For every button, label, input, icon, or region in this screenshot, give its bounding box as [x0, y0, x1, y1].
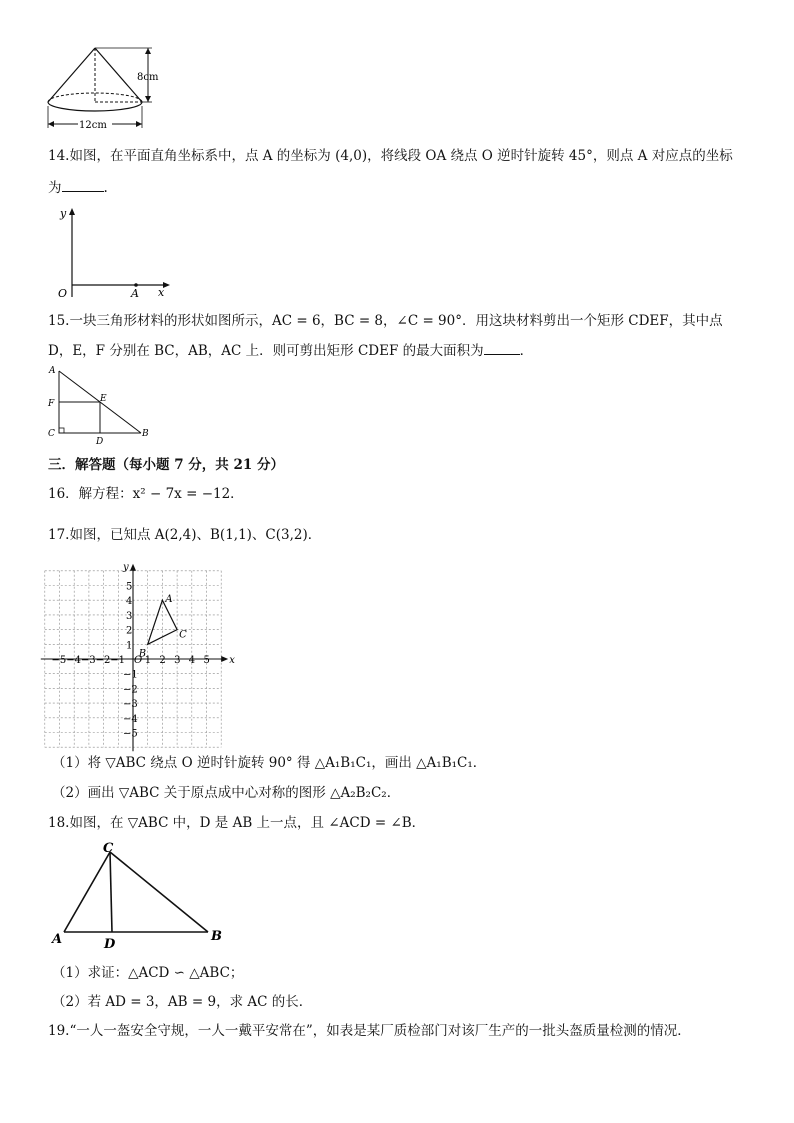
y-tick-label: −4: [123, 713, 138, 725]
y-axis-arrow: [130, 564, 136, 571]
q14-end: .: [103, 180, 108, 196]
y-tick-label: −5: [123, 728, 138, 740]
cone-figure: [40, 42, 180, 132]
q15-label-c: C: [48, 429, 55, 439]
q14-line1: 14.如图，在平面直角坐标系中，点 A 的坐标为 (4,0)，将线段 OA 绕点 O 逆时针旋转 45°，则点 A 对应点的坐标: [48, 148, 733, 164]
q18-label-b: B: [211, 929, 222, 944]
q15-triangle-figure: [45, 365, 165, 445]
q14-axis-x: x: [158, 286, 165, 299]
q15-label-f: F: [48, 399, 55, 409]
q17-grid-figure: [45, 560, 235, 740]
q18-label-a: A: [52, 932, 63, 947]
q15-answer-blank[interactable]: [484, 341, 520, 355]
grid-label-a: A: [165, 594, 173, 606]
x-tick-label: −5: [51, 655, 67, 666]
grid-label-c: C: [179, 629, 187, 641]
y-tick-label: 2: [126, 625, 133, 637]
q19-text: 19.“一人一盔安全守规，一人一戴平安常在”，如表是某厂质检部门对该厂生产的一批头盔质量检测的情况．: [48, 1023, 691, 1039]
x-tick-label: 1: [144, 655, 152, 666]
q14-origin: O: [58, 287, 68, 300]
q15-line2: [48, 341, 533, 360]
x-tick-label: −2: [95, 655, 111, 666]
q15-label-b: B: [142, 429, 149, 439]
x-tick-label: −3: [80, 655, 96, 666]
q18-label-c: C: [103, 841, 114, 856]
y-tick-label: −1: [123, 669, 138, 681]
q14-axes-figure: [48, 205, 178, 300]
x-tick-label: −4: [66, 655, 81, 666]
grid-label-b: B: [138, 648, 147, 660]
cone-height-label: 8cm: [137, 72, 159, 83]
q18-text: 18.如图，在 ▽ABC 中，D 是 AB 上一点，且 ∠ACD = ∠B．: [48, 815, 426, 831]
q17-part2: （2）画出 ▽ABC 关于原点成中心对称的图形 △A₂B₂C₂．: [52, 785, 401, 801]
q15-line1: 15.一块三角形材料的形状如图所示，AC = 6，BC = 8，∠C = 90°．用这块材料剪出一个矩形 CDEF，其中点: [48, 313, 723, 329]
q18-part1: （1）求证：△ACD ∽ △ABC；: [52, 965, 244, 981]
y-tick-label: 4: [126, 596, 133, 608]
q16-text: 16．解方程：x² − 7x = −12．: [48, 486, 244, 502]
q15-label-e: E: [100, 394, 107, 404]
q17-text: 17.如图，已知点 A(2,4)、B(1,1)、C(3,2)．: [48, 527, 322, 543]
q17-part1: （1）将 ▽ABC 绕点 O 逆时针旋转 90° 得 △A₁B₁C₁，画出 △A₁B₁C₁．: [52, 755, 487, 771]
q15-label-a: A: [49, 366, 56, 376]
q18-part2: （2）若 AD = 3，AB = 9，求 AC 的长．: [52, 994, 313, 1010]
grid-axis-y-label: y: [123, 561, 129, 573]
y-tick-label: 5: [126, 581, 133, 593]
x-tick-label: 4: [188, 655, 196, 666]
y-tick-label: −3: [123, 699, 138, 711]
q14-point-a: A: [131, 287, 139, 300]
y-tick-label: 3: [126, 610, 133, 622]
y-tick-label: −2: [123, 684, 138, 696]
grid-axis-x-label: x: [229, 655, 235, 666]
q18-label-d: D: [104, 937, 116, 952]
x-tick-label: −1: [110, 655, 126, 666]
y-tick-label: 1: [126, 640, 133, 652]
cone-diameter-label: 12cm: [79, 120, 107, 131]
x-tick-label: 2: [159, 655, 166, 666]
section3-title: 三．解答题（每小题 7 分，共 21 分）: [48, 457, 284, 473]
q14-line2-text: 为: [48, 180, 62, 196]
q14-axis-y: y: [60, 207, 67, 220]
q15-line2-text: D，E，F 分别在 BC，AB，AC 上．则可剪出矩形 CDEF 的最大面积为: [48, 343, 484, 359]
x-axis-arrow: [221, 656, 228, 662]
q14-line2: [48, 178, 108, 197]
x-tick-label: 5: [203, 655, 210, 666]
q14-answer-blank[interactable]: [62, 178, 104, 192]
grid-origin-label: O: [134, 655, 143, 666]
q15-end: ．: [519, 343, 534, 359]
q18-triangle-figure: [48, 840, 228, 955]
q15-label-d: D: [96, 437, 104, 447]
x-tick-label: 3: [174, 655, 181, 666]
